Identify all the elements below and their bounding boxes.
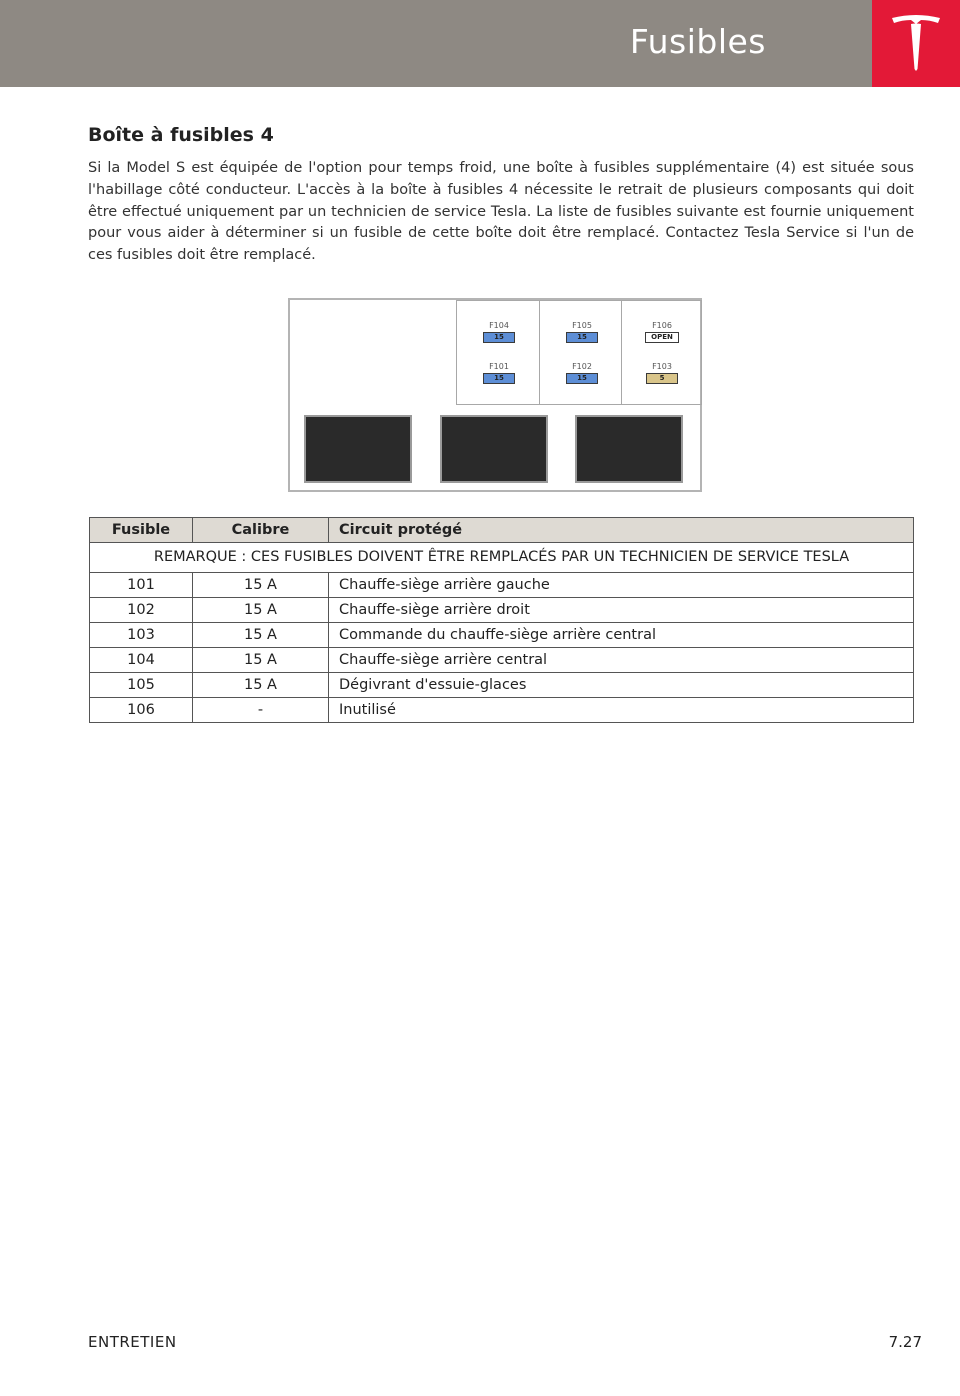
table-note-row <box>90 543 914 573</box>
fuse-f101: 15 <box>483 373 515 384</box>
fuse-rating: 15 A <box>193 623 329 648</box>
fuse-label: F105 <box>572 321 592 330</box>
table-row <box>90 673 914 698</box>
fuse-label: F103 <box>652 362 672 371</box>
fuse-table <box>89 517 914 723</box>
fuse-circuit: Dégivrant d'essuie-glaces <box>329 673 914 698</box>
fuse-f106: OPEN <box>645 332 679 343</box>
fuse-f104: 15 <box>483 332 515 343</box>
fuse-f105: 15 <box>566 332 598 343</box>
fuse-f102: 15 <box>566 373 598 384</box>
fuse-circuit: Inutilisé <box>329 698 914 723</box>
fuse-number: 103 <box>90 623 193 648</box>
page-number: 7.27 <box>888 1333 922 1351</box>
fuse-box-diagram <box>288 298 702 492</box>
fuse-cell-middle <box>539 300 622 405</box>
table-row <box>90 698 914 723</box>
fuse-circuit: Chauffe-siège arrière gauche <box>329 573 914 598</box>
fuse-rating: 15 A <box>193 648 329 673</box>
table-row <box>90 573 914 598</box>
fuse-cell-left <box>456 300 540 405</box>
fuse-label: F101 <box>489 362 509 371</box>
column-header-circuit: Circuit protégé <box>329 518 914 543</box>
fuse-rating: - <box>193 698 329 723</box>
tesla-logo-icon <box>890 14 942 72</box>
fuse-label: F104 <box>489 321 509 330</box>
page-title: Fusibles <box>629 22 766 61</box>
relay-block <box>440 415 548 483</box>
column-header-fusible: Fusible <box>90 518 193 543</box>
fuse-circuit: Chauffe-siège arrière central <box>329 648 914 673</box>
section-title: Boîte à fusibles 4 <box>88 124 274 146</box>
fuse-number: 101 <box>90 573 193 598</box>
fuse-f103: 5 <box>646 373 678 384</box>
fuse-number: 105 <box>90 673 193 698</box>
column-header-calibre: Calibre <box>193 518 329 543</box>
fuse-circuit: Commande du chauffe-siège arrière central <box>329 623 914 648</box>
table-row <box>90 623 914 648</box>
relay-block <box>575 415 683 483</box>
table-note: REMARQUE : CES FUSIBLES DOIVENT ÊTRE REMPLACÉS PAR UN TECHNICIEN DE SERVICE TESLA <box>90 543 914 573</box>
header-band <box>0 0 872 87</box>
fuse-label: F106 <box>652 321 672 330</box>
logo-box <box>872 0 960 87</box>
table-row <box>90 598 914 623</box>
fuse-number: 104 <box>90 648 193 673</box>
table-row <box>90 648 914 673</box>
table-header-row <box>90 518 914 543</box>
fuse-cell-right <box>621 300 702 405</box>
intro-paragraph: Si la Model S est équipée de l'option pour temps froid, une boîte à fusibles supplémentaire (4) est située sous l'habillage côté conducteur. L'accès à la boîte à fusibles 4 nécessite le retrait de plusieurs composants qui doit être effectué uniquement par un technicien de service Tesla. La liste de fusibles suivante est fournie uniquement pour vous aider à déterminer si un fusible de cette boîte doit être remplacé. Contactez Tesla Service si l'un de ces fusibles doit être remplacé. <box>88 160 914 264</box>
relay-block <box>304 415 412 483</box>
fuse-circuit: Chauffe-siège arrière droit <box>329 598 914 623</box>
fuse-rating: 15 A <box>193 673 329 698</box>
fuse-number: 106 <box>90 698 193 723</box>
fuse-label: F102 <box>572 362 592 371</box>
fuse-rating: 15 A <box>193 598 329 623</box>
fuse-number: 102 <box>90 598 193 623</box>
fuse-rating: 15 A <box>193 573 329 598</box>
footer-section-name: ENTRETIEN <box>88 1333 177 1351</box>
